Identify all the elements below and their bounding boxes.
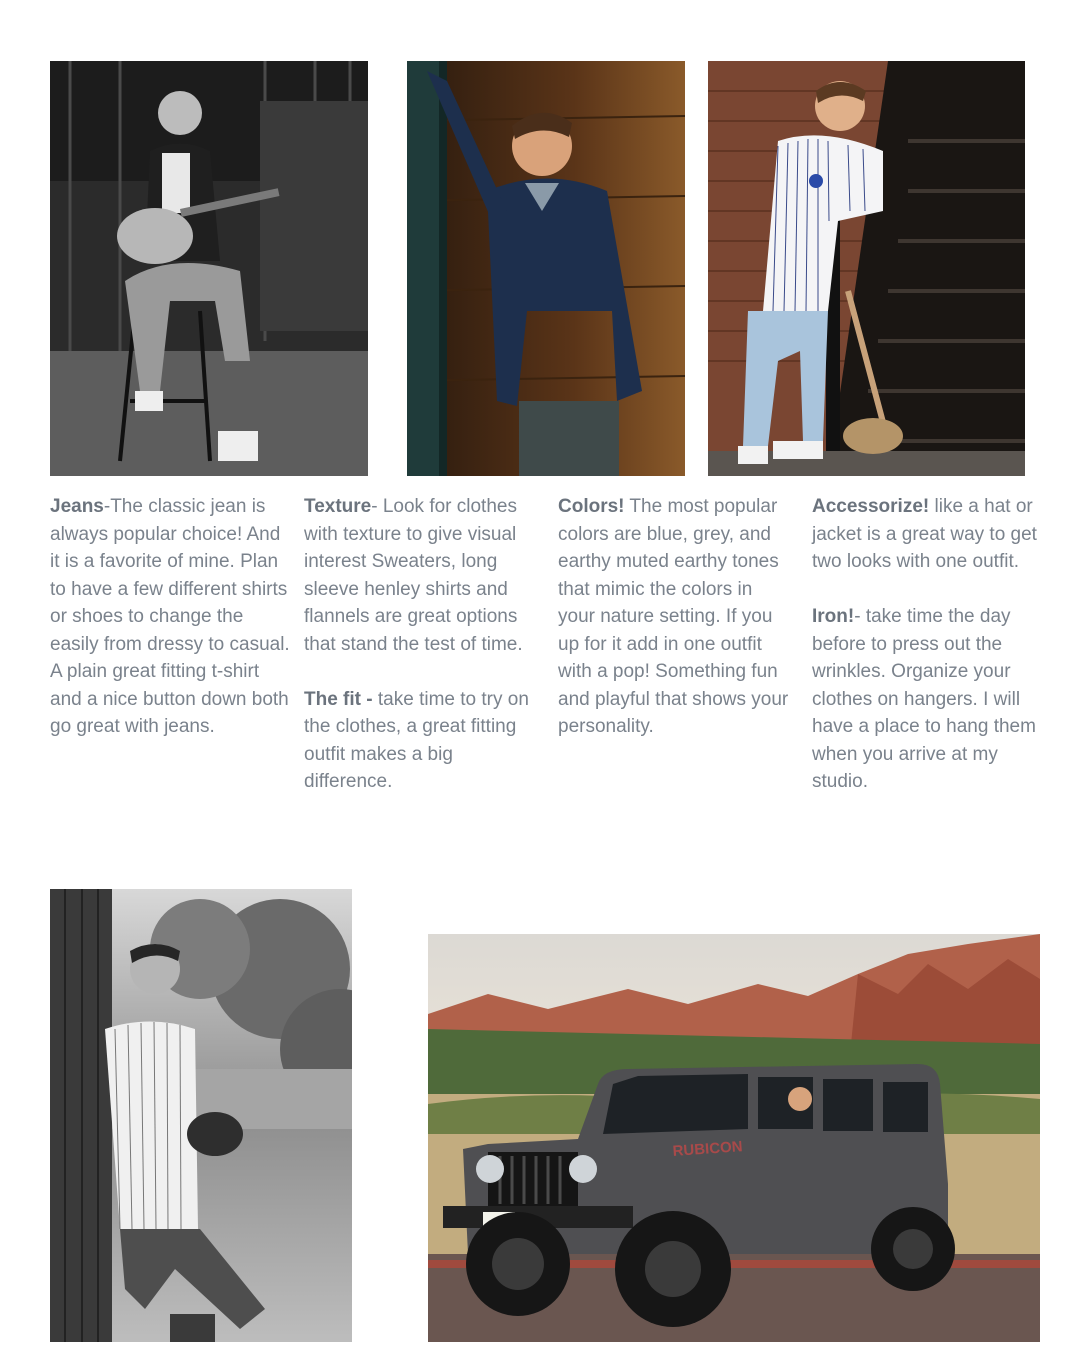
photo-jeep-portrait <box>428 934 1040 1342</box>
photo-stairs-portrait <box>708 61 1025 476</box>
tip-column-texture <box>304 493 540 796</box>
tip-texture-text: - Look for clothes with texture to give visual interest Sweaters, long sleeve henley shirts and flannels are great options that stand the test of time. <box>304 496 523 655</box>
photo-guitar-portrait <box>50 61 368 476</box>
tip-column-jeans <box>50 493 290 741</box>
tip-texture <box>304 493 540 658</box>
tip-column-colors <box>558 493 794 741</box>
tip-iron-lead: Iron! <box>812 606 855 627</box>
tip-iron-text: - take time the day before to press out the wrinkles. Organize your clothes on hangers. I will have a place to hang them when you arrive at my studio. <box>812 606 1036 792</box>
photo-doorway-portrait <box>407 61 685 476</box>
photo-barn-baseball-portrait <box>50 889 352 1342</box>
tip-colors-text: The most popular colors are blue, grey, and earthy muted earthy tones that mimic the colors in your nature setting. If you up for it add in one outfit with a pop! Something fun and playful that shows your personality. <box>558 496 789 737</box>
tip-colors <box>558 493 794 741</box>
tip-colors-lead: Colors! <box>558 496 625 517</box>
tip-texture-lead: Texture <box>304 496 372 517</box>
tip-fit <box>304 686 540 796</box>
tip-column-accessorize <box>812 493 1048 796</box>
tip-jeans-lead: Jeans <box>50 496 104 517</box>
tip-accessorize-lead: Accessorize! <box>812 496 930 517</box>
tip-fit-lead: The fit - <box>304 688 373 710</box>
tip-accessorize-text: like a hat or jacket is a great way to get two looks with one outfit. <box>812 496 1037 572</box>
tip-accessorize <box>812 493 1048 576</box>
tip-fit-text: take time to try on the clothes, a great fitting outfit makes a big difference. <box>304 688 529 792</box>
tip-jeans <box>50 493 290 741</box>
tip-jeans-text: -The classic jean is always popular choice! And it is a favorite of mine. Plan to have a few different shirts or shoes to change the easily from dressy to casual. A plain great fitting t-shirt and a nice button down both go great with jeans. <box>50 496 290 737</box>
tip-iron <box>812 603 1048 796</box>
rubicon-badge: RUBICON <box>672 1138 744 1160</box>
